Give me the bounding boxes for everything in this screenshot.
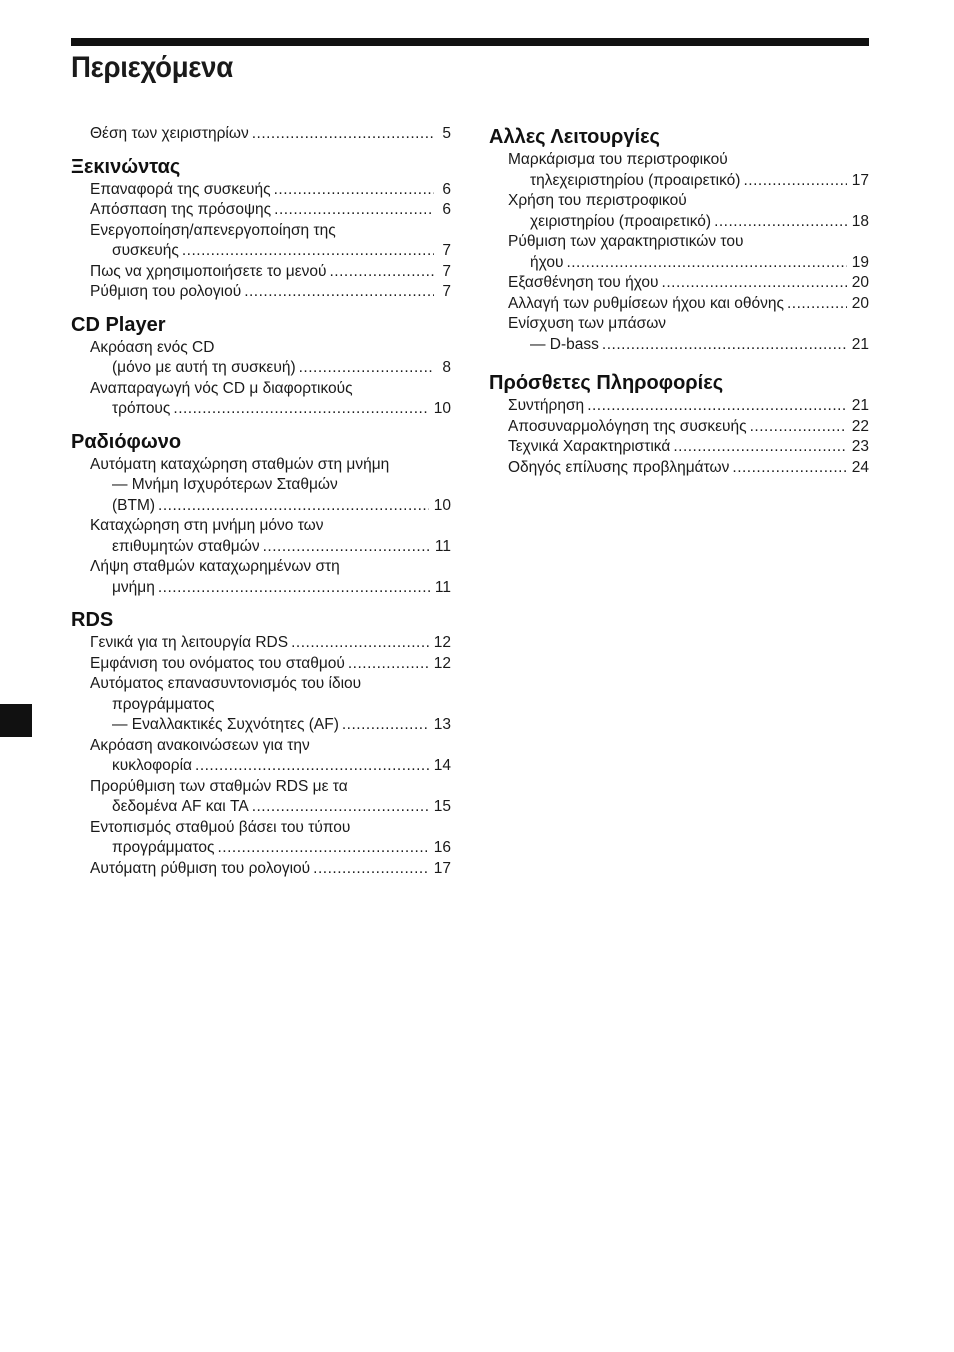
entry-title: προγράμματος <box>112 839 215 856</box>
toc-entry[interactable] <box>508 232 869 273</box>
entry-title: Ακρόαση ανακοινώσεων για την <box>90 736 310 754</box>
top-rule <box>71 38 869 46</box>
toc-entry[interactable] <box>508 314 869 355</box>
toc-section <box>71 124 451 145</box>
toc-section <box>489 124 869 355</box>
entry-title: Αποσυναρμολόγηση της συσκευής <box>508 417 747 435</box>
page-number: 19 <box>851 253 869 271</box>
entry-title: τηλεχειριστηρίου (προαιρετικό) <box>530 171 741 189</box>
page-number: 21 <box>851 397 869 414</box>
toc-entry[interactable] <box>90 124 451 145</box>
entry-title: συσκευής <box>112 242 179 259</box>
toc-column-left <box>71 124 451 879</box>
dot-leader <box>743 171 846 192</box>
page-number: 23 <box>851 438 869 455</box>
page-number: 5 <box>442 125 451 142</box>
toc-entry[interactable] <box>90 557 451 598</box>
entry-title: Ενίσχυση των μπάσων <box>508 315 667 332</box>
entry-title: Αυτόματος επανασυντονισμός του ίδιου <box>90 675 362 692</box>
entry-title: Οδηγός επίλυσης προβλημάτων <box>508 458 730 476</box>
entry-title: Ακρόαση ενός CD <box>90 338 215 356</box>
entry-title: ήχου <box>530 253 564 271</box>
section-heading: RDS <box>71 609 114 631</box>
toc-entry[interactable] <box>508 273 869 294</box>
dot-leader <box>173 399 428 420</box>
page-number: 12 <box>433 654 451 672</box>
dot-leader <box>263 537 430 558</box>
toc-entry[interactable] <box>90 736 451 777</box>
entry-title: Γενικά για τη λειτουργία RDS <box>90 634 289 651</box>
entry-title: Αναπαραγωγή νός CD μ διαφορτικούς <box>90 379 353 397</box>
entry-title: Ενεργοποίηση/απενεργοποίηση της <box>90 221 336 239</box>
entry-title: δεδομένα AF και TA <box>112 798 249 815</box>
section-heading: Αλλες Λειτουργίες <box>489 126 660 148</box>
entry-title: Τεχνικά Χαρακτηριστικά <box>508 438 671 455</box>
toc-entry[interactable] <box>90 180 451 201</box>
entry-title: Εντοπισμός σταθμού βάσει του τύπου <box>90 818 351 836</box>
toc-entry[interactable] <box>508 437 869 458</box>
toc-entry[interactable] <box>508 191 869 232</box>
toc-entry[interactable] <box>508 458 869 479</box>
page-number: 17 <box>851 171 869 189</box>
dot-leader <box>158 578 430 599</box>
dot-leader <box>587 396 847 417</box>
page-number: 21 <box>851 335 869 353</box>
entry-title: Εμφάνιση του ονόματος του σταθμού <box>90 654 345 672</box>
dot-leader <box>274 200 434 221</box>
section-tab-marker <box>0 704 32 737</box>
page-title: Περιεχόμενα <box>71 51 233 84</box>
toc-entry[interactable] <box>90 200 451 221</box>
page-number: 10 <box>433 400 451 417</box>
toc-entry[interactable] <box>90 221 451 262</box>
page-number: 7 <box>442 283 451 300</box>
toc-entry[interactable] <box>90 633 451 654</box>
page-number: 22 <box>851 417 869 435</box>
dot-leader <box>274 180 434 201</box>
page-number: 7 <box>442 242 451 259</box>
dot-leader <box>252 124 434 145</box>
toc-entry[interactable] <box>90 654 451 675</box>
page-number: 7 <box>442 262 451 280</box>
page-number: 20 <box>851 274 869 291</box>
entry-title: Αυτόματη καταχώρηση σταθμών στη μνήμη <box>90 455 390 473</box>
page-number: 10 <box>433 496 451 514</box>
entry-title: προγράμματος <box>112 695 215 713</box>
toc-section <box>71 312 451 420</box>
entry-title: μνήμη <box>112 578 155 596</box>
toc-section <box>489 370 869 478</box>
entry-title: τρόπους <box>112 400 171 417</box>
entry-title: — Μνήμη Ισχυρότερων Σταθμών <box>112 476 338 493</box>
entry-title: Αλλαγή των ρυθμίσεων ήχου και οθόνης <box>508 294 784 312</box>
entry-title: — D-bass <box>530 335 599 353</box>
dot-leader <box>342 715 429 736</box>
page-number: 6 <box>442 201 451 218</box>
dot-leader <box>732 458 846 479</box>
dot-leader <box>252 797 429 818</box>
dot-leader <box>566 253 846 274</box>
entry-title: Θέση των χειριστηρίων <box>90 125 249 142</box>
page-number: 11 <box>434 578 451 596</box>
toc-entry[interactable] <box>508 417 869 438</box>
dot-leader <box>217 838 428 859</box>
page-number: 12 <box>433 634 451 651</box>
page-number: 13 <box>433 716 451 733</box>
toc-entry[interactable] <box>508 150 869 191</box>
dot-leader <box>158 496 429 517</box>
entry-title: Επαναφορά της συσκευής <box>90 180 271 198</box>
section-heading: Ραδιόφωνο <box>71 430 182 453</box>
toc-section <box>71 429 451 599</box>
entry-title: Απόσπαση της πρόσοψης <box>90 201 272 218</box>
page-number: 6 <box>442 180 451 198</box>
toc-entry[interactable] <box>508 294 869 315</box>
page-number: 15 <box>433 798 451 815</box>
dot-leader <box>244 282 434 303</box>
section-heading: Πρόσθετες Πληροφορίες <box>489 372 724 394</box>
dot-leader <box>348 654 429 675</box>
toc-entry[interactable] <box>90 338 451 379</box>
entry-title: Λήψη σταθμών καταχωρημένων στη <box>90 558 340 575</box>
page-number: 11 <box>434 537 451 555</box>
entry-title: (μόνο με αυτή τη συσκευή) <box>112 359 296 376</box>
entry-title: Συντήρηση <box>508 397 585 414</box>
entry-title: επιθυμητών σταθμών <box>112 537 260 555</box>
dot-leader <box>330 262 435 283</box>
page-number: 24 <box>851 458 869 476</box>
entry-title: Εξασθένηση του ήχου <box>508 274 659 291</box>
toc-entry[interactable] <box>90 262 451 283</box>
dot-leader <box>313 859 429 880</box>
toc-section <box>71 154 451 303</box>
toc-entry[interactable] <box>508 396 869 417</box>
page-number: 8 <box>442 359 451 376</box>
entry-title: Καταχώρηση στη μνήμη μόνο των <box>90 517 324 534</box>
entry-title: κυκλοφορία <box>112 757 193 774</box>
entry-title: (BTM) <box>112 496 156 514</box>
entry-title: Αυτόματη ρύθμιση του ρολογιού <box>90 859 311 877</box>
page-number: 20 <box>851 294 869 312</box>
toc-entry[interactable] <box>90 674 451 736</box>
entry-title: Χρήση του περιστροφικού <box>508 192 687 209</box>
page-number: 18 <box>851 212 869 230</box>
toc-entry[interactable] <box>90 379 451 420</box>
entry-title: — Εναλλακτικές Συχνότητες (AF) <box>112 716 339 733</box>
toc-column-right <box>489 124 869 478</box>
page-number: 16 <box>433 839 451 856</box>
dot-leader <box>787 294 847 315</box>
entry-title: Μαρκάρισμα του περιστροφικού <box>508 151 728 168</box>
dot-leader <box>602 335 847 356</box>
entry-title: Ρύθμιση των χαρακτηριστικών του <box>508 233 744 250</box>
toc-entry[interactable] <box>90 455 451 517</box>
entry-title: Προρύθμιση των σταθμών RDS με τα <box>90 777 348 795</box>
dot-leader <box>673 437 846 458</box>
dot-leader <box>750 417 847 438</box>
toc-entry[interactable] <box>90 282 451 303</box>
toc-entry[interactable] <box>90 777 451 818</box>
page-number: 17 <box>433 859 451 877</box>
entry-title: Πως να χρησιμοποιήσετε το μενού <box>90 262 327 280</box>
dot-leader <box>662 273 847 294</box>
toc-section <box>71 607 451 879</box>
dot-leader <box>182 241 434 262</box>
dot-leader <box>714 212 847 233</box>
page-number: 14 <box>433 757 451 774</box>
entry-title: χειριστηρίου (προαιρετικό) <box>530 212 712 230</box>
toc-entry[interactable] <box>90 859 451 880</box>
section-heading: CD Player <box>71 313 166 336</box>
toc-entry[interactable] <box>90 818 451 859</box>
dot-leader <box>299 358 434 379</box>
toc-entry[interactable] <box>90 516 451 557</box>
section-heading: Ξεκινώντας <box>71 155 181 178</box>
dot-leader <box>195 756 429 777</box>
dot-leader <box>291 633 429 654</box>
entry-title: Ρύθμιση του ρολογιού <box>90 283 242 300</box>
